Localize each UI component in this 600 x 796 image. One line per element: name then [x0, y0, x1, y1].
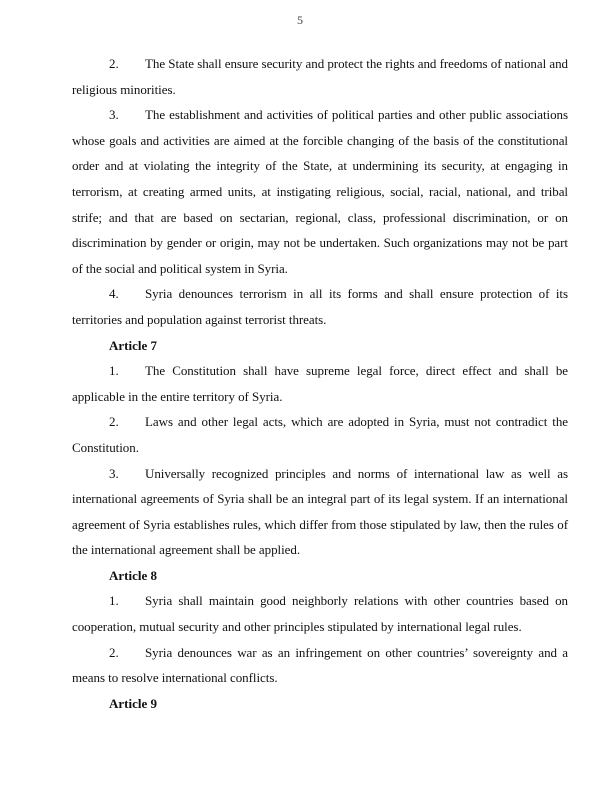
- paragraph-text: The establishment and activities of political parties and other public associations whose goals and activities are aimed at the forcible changing of the basis of the constitutional order and at violating the integrity of the State, at undermining its security, at engaging in terrorism, at creating armed units, at instigating religious, social, racial, national, and tribal strife; and that are based on sectarian, regional, class, professional discrimination, or on discrimination by gender or origin, may not be undertaken. Such organizations may not be part of the social and political system in Syria.: [72, 107, 568, 276]
- article-7-paragraph-3: [72, 461, 568, 563]
- heading-article-7: Article 7: [109, 337, 158, 353]
- article-8-paragraph-1: [72, 588, 568, 639]
- paragraph-number: 2.: [109, 56, 119, 71]
- document-body: [72, 51, 568, 716]
- paragraph-text: Syria denounces terrorism in all its forms and shall ensure protection of its territories and population against terrorist threats.: [72, 286, 568, 327]
- paragraph-number: 1.: [109, 593, 119, 609]
- heading-article-8: Article 8: [109, 567, 158, 583]
- page-number: 5: [297, 13, 303, 27]
- paragraph-text: Syria shall maintain good neighborly relations with other countries based on cooperation, mutual security and other principles stipulated by international legal rules.: [72, 593, 568, 635]
- paragraph-text: The State shall ensure security and protect the rights and freedoms of national and religious minorities.: [72, 56, 568, 97]
- paragraph-text: Syria denounces war as an infringement on other countries’ sovereignty and a means to resolve international conflicts.: [72, 644, 568, 686]
- paragraph-number: 2.: [109, 644, 119, 660]
- paragraph-4-terrorism: [72, 281, 568, 332]
- paragraph-text: The Constitution shall have supreme legal force, direct effect and shall be applicable in the entire territory of Syria.: [72, 363, 568, 404]
- paragraph-number: 3.: [109, 465, 119, 481]
- paragraph-number: 2.: [109, 414, 119, 430]
- paragraph-3-political-parties: [72, 102, 568, 281]
- article-7-paragraph-2: [72, 409, 568, 460]
- heading-article-9: Article 9: [109, 695, 158, 711]
- paragraph-number: 4.: [109, 286, 119, 302]
- article-7-paragraph-1: [72, 358, 568, 409]
- paragraph-number: 3.: [109, 107, 119, 123]
- paragraph-text: Laws and other legal acts, which are adopted in Syria, must not contradict the Constitution.: [72, 414, 568, 455]
- paragraph-2-minorities: [72, 51, 568, 102]
- article-8-paragraph-2: [72, 640, 568, 691]
- paragraph-number: 1.: [109, 363, 119, 379]
- paragraph-text: Universally recognized principles and norms of international law as well as international agreements of Syria shall be an integral part of its legal system. If an international agreement of Syria establishes rules, which differ from those stipulated by law, then the rules of the international agreement shall be applied.: [72, 465, 568, 558]
